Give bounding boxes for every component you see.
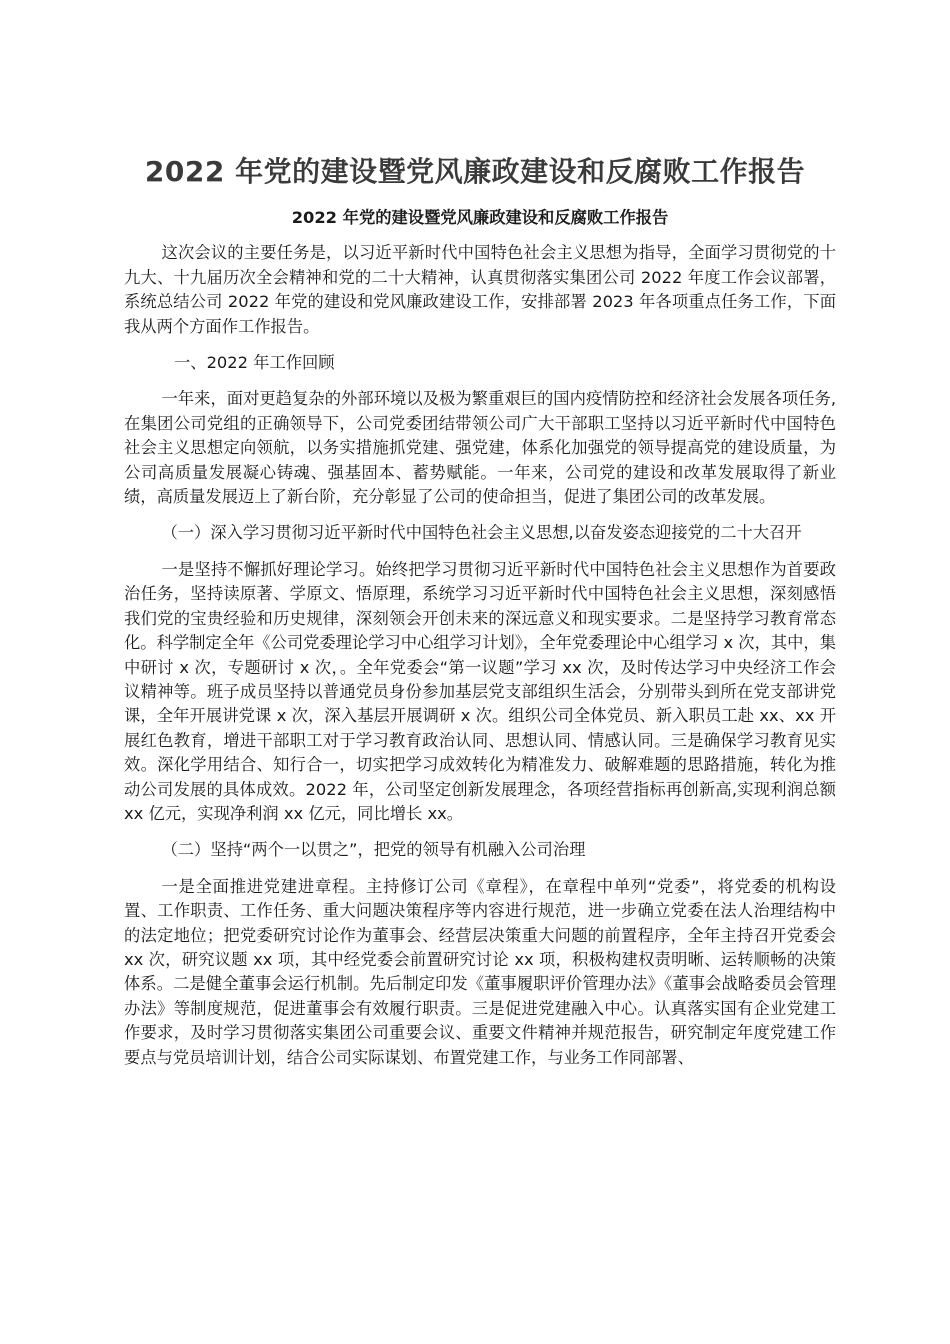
section-heading: 一、2022 年工作回顾 xyxy=(174,353,335,373)
document-title: 2022 年党的建设暨党风廉政建设和反腐败工作报告 xyxy=(144,155,806,188)
document-subtitle: 2022 年党的建设暨党风廉政建设和反腐败工作报告 xyxy=(291,208,669,227)
subsection-paragraph: 一是全面推进党建进章程。主持修订公司《章程》，在章程中单列“党委”，将党委的机构设置、工作职责、工作任务、重大问题决策程序等内容进行规范，进一步确立党委在法人治理结构中的法定地位；把党委研究讨论作为董事会、经营层决策重大问题的前置程序，全年主持召开党委会 xx 次，研究议题 xx 项，其中经党委会前置研究讨论 xx 项，积极构建权责明晰、运转顺畅的决策体系。二是健全董事会运行机制。先后制定印发《董事履职评价管理办法》《董事会战略委员会管理办法》等制度规范，促进董事会有效履行职责。三是促进党建融入中心。认真落实国有企业党建工作要求，及时学习贯彻落实集团公司重要会议、重要文件精神并规范报告，研究制定年度党建工作要点与党员培训计划，结合公司实际谋划、布置党建工作，与业务工作同部署、 xyxy=(124,876,836,1067)
section-paragraph: 一年来，面对更趋复杂的外部环境以及极为繁重艰巨的国内疫情防控和经济社会发展各项任务,在集团公司党组的正确领导下，公司党委团结带领公司广大干部职工坚持以习近平新时代中国特色社会主义思想定向领航，以务实措施抓党建、强党建，体系化加强党的领导提高党的建设质量，为公司高质量发展凝心铸魂、强基固本、蓄势赋能。一年来，公司党的建设和改革发展取得了新业绩，高质量发展迈上了新台阶，充分彰显了公司的使命担当，促进了集团公司的改革发展。 xyxy=(124,389,836,507)
subsection-heading: （二）坚持“两个一以贯之”，把党的领导有机融入公司治理 xyxy=(161,840,586,860)
intro-paragraph: 这次会议的主要任务是，以习近平新时代中国特色社会主义思想为指导，全面学习贯彻党的十九大、十九届历次全会精神和党的二十大精神，认真贯彻落实集团公司 2022 年度工作会议部署，系统总结公司 2022 年党的建设和党风廉政建设工作，安排部署 2023 年各项重点任务工作，下面我从两个方面作工作报告。 xyxy=(124,243,836,336)
document-body xyxy=(124,206,836,1070)
subsection-paragraph: 一是坚持不懈抓好理论学习。始终把学习贯彻习近平新时代中国特色社会主义思想作为首要政治任务，坚持读原著、学原文、悟原理，系统学习习近平新时代中国特色社会主义思想，深刻感悟我们党的宝贵经验和历史规律，深刻领会开创未来的深远意义和现实要求。二是坚持学习教育常态化。科学制定全年《公司党委理论学习中心组学习计划》，全年党委理论中心组学习 x 次，其中，集中研讨 x 次，专题研讨 x 次，。全年党委会“第一议题”学习 xx 次，及时传达学习中央经济工作会议精神等。班子成员坚持以普通党员身份参加基层党支部组织生活会，分别带头到所在党支部讲党课，全年开展讲党课 x 次，深入基层开展调研 x 次。组织公司全体党员、新入职员工赴 xx、xx 开展红色教育，增进干部职工对于学习教育政治认同、思想认同、情感认同。三是确保学习教育见实效。深化学用结合、知行合一，切实把学习成效转化为精准发力、破解难题的思路措施，转化为推动公司发展的具体成效。2022 年，公司坚定创新发展理念，各项经营指标再创新高,实现利润总额 xx 亿元，实现净利润 xx 亿元，同比增长 xx。 xyxy=(124,559,836,823)
subsection-heading: （一）深入学习贯彻习近平新时代中国特色社会主义思想,以奋发姿态迎接党的二十大召开 xyxy=(161,523,802,543)
